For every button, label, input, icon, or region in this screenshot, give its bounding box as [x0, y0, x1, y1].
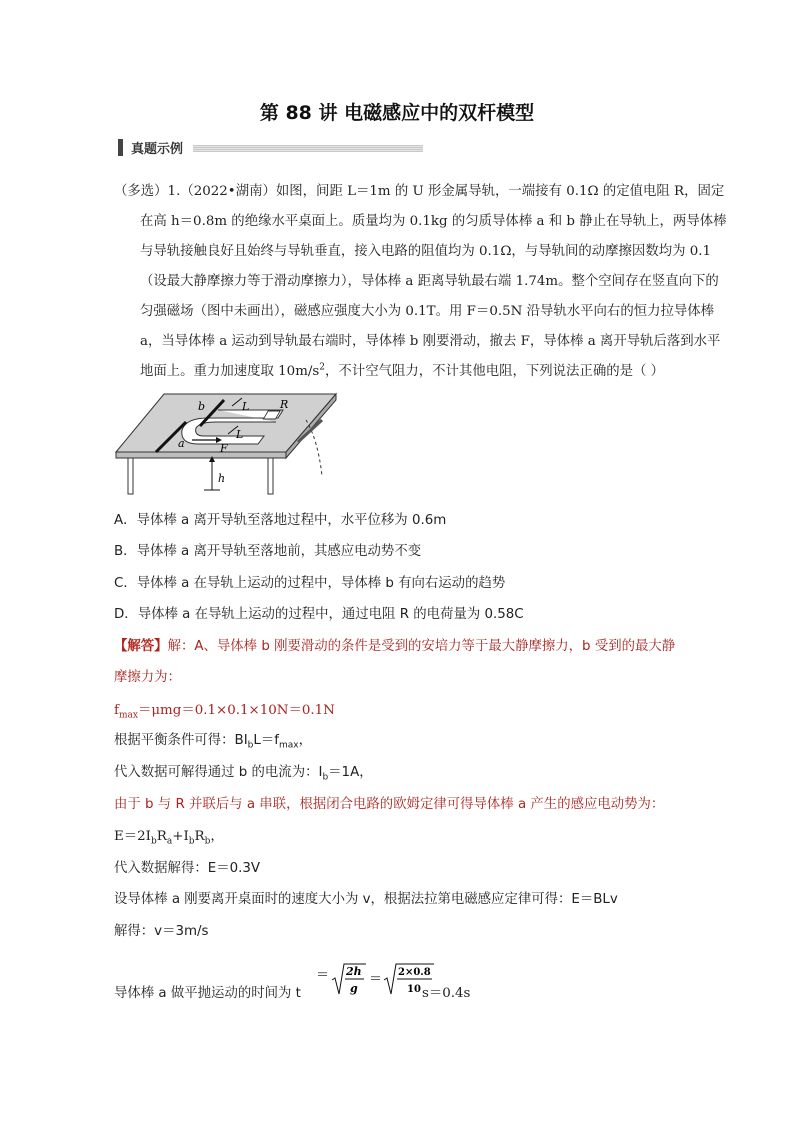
answer-emf-eq: $E=2I_bR_a+I_bR_b$，: [114, 829, 224, 847]
frac2-numerator: 2×0.8: [398, 967, 431, 978]
label-b: b: [198, 400, 206, 413]
frac1-denominator: g: [350, 982, 358, 995]
label-a: a: [178, 437, 185, 450]
question-line-2: 在高 h＝0.8m 的绝缘水平桌面上。质量均为 0.1kg 的匀质导体棒 a 和 b 静止在导轨上，两导体棒: [140, 214, 727, 229]
answer-balance: 根据平衡条件可得：$BI_bL=f_{max}$，: [114, 733, 312, 751]
answer-friction-eq: $f_{max}=\mu mg=0.1\times 0.1\times 10N=0.1N$: [114, 703, 335, 721]
rail-diagram: [108, 380, 348, 502]
question-line-3: 与导轨接触良好且始终与导轨垂直，接入电路的阻值均为 0.1Ω，与导轨间的动摩擦因数均为 0.1: [140, 244, 712, 259]
answer-emf-value: 代入数据解得：E＝0.3V: [114, 861, 261, 876]
answer-time-result: s＝0.4s: [422, 986, 471, 1001]
option-b: B．导体棒 a 离开导轨至落地前，其感应电动势不变: [114, 544, 422, 559]
question-line-4: （设最大静摩擦力等于滑动摩擦力），导体棒 a 距离导轨最右端 1.74m。整个空间存在竖直向下的: [140, 274, 719, 289]
question-line-6: a，当导体棒 a 运动到导轨最右端时，导体棒 b 刚要滑动，撤去 F，导体棒 a 离开导轨后落到水平: [140, 334, 721, 349]
option-c: C．导体棒 a 在导轨上运动的过程中，导体棒 b 有向右运动的趋势: [114, 576, 506, 591]
label-R: R: [280, 398, 289, 411]
formula-equals-1: ＝: [316, 968, 330, 983]
option-a: A．导体棒 a 离开导轨至落地过程中，水平位移为 0.6m: [114, 513, 447, 528]
answer-time-text: 导体棒 a 做平抛运动的时间为 t: [114, 986, 301, 1001]
answer-tag: 【解答】: [114, 639, 168, 654]
frac1-numerator: 2h: [346, 965, 362, 978]
section-label: 真题示例: [131, 141, 184, 157]
section-stripe: [193, 145, 423, 152]
answer-speed: 设导体棒 a 刚要离开桌面时的速度大小为 v，根据法拉第电磁感应定律可得：E＝BLv: [114, 892, 618, 907]
section-marker: [118, 139, 123, 156]
section-header: [118, 138, 423, 156]
question-line-1: （多选）1.（2022•湖南）如图，间距 L＝1m 的 U 形金属导轨，一端接有 0.1Ω 的定值电阻 R，固定: [114, 184, 725, 199]
label-L-bottom: L: [236, 428, 244, 441]
label-h: h: [218, 472, 226, 485]
label-F: F: [220, 442, 228, 455]
answer-intro-1: 【解答】解：A、导体棒 b 刚要滑动的条件是受到的安培力等于最大静摩擦力，b 受到的最大静: [114, 639, 676, 654]
question-line-7: 地面上。重力加速度取 $10m/s^2$，不计空气阻力，不计其他电阻，下列说法正确的是（ ）: [140, 362, 665, 379]
option-d: D．导体棒 a 在导轨上运动的过程中，通过电阻 R 的电荷量为 0.58C: [114, 607, 524, 622]
label-L-top: L: [242, 400, 250, 413]
page-title: 第 88 讲 电磁感应中的双杆模型: [259, 102, 535, 124]
answer-current: 代入数据可解得通过 b 的电流为：$I_b=1A$，: [114, 765, 373, 783]
frac2-denominator: 10: [407, 984, 421, 995]
formula-equals-2: ＝: [369, 972, 383, 987]
question-line-5: 匀强磁场（图中未画出），磁感应强度大小为 0.1T。用 F＝0.5N 沿导轨水平向右的恒力拉导体棒: [140, 304, 715, 319]
answer-speed-value: 解得：v＝3m/s: [114, 924, 209, 939]
answer-series: 由于 b 与 R 并联后与 a 串联，根据闭合电路的欧姆定律可得导体棒 a 产生的感应电动势为：: [114, 797, 665, 812]
answer-intro-2: 摩擦力为：: [114, 670, 181, 685]
